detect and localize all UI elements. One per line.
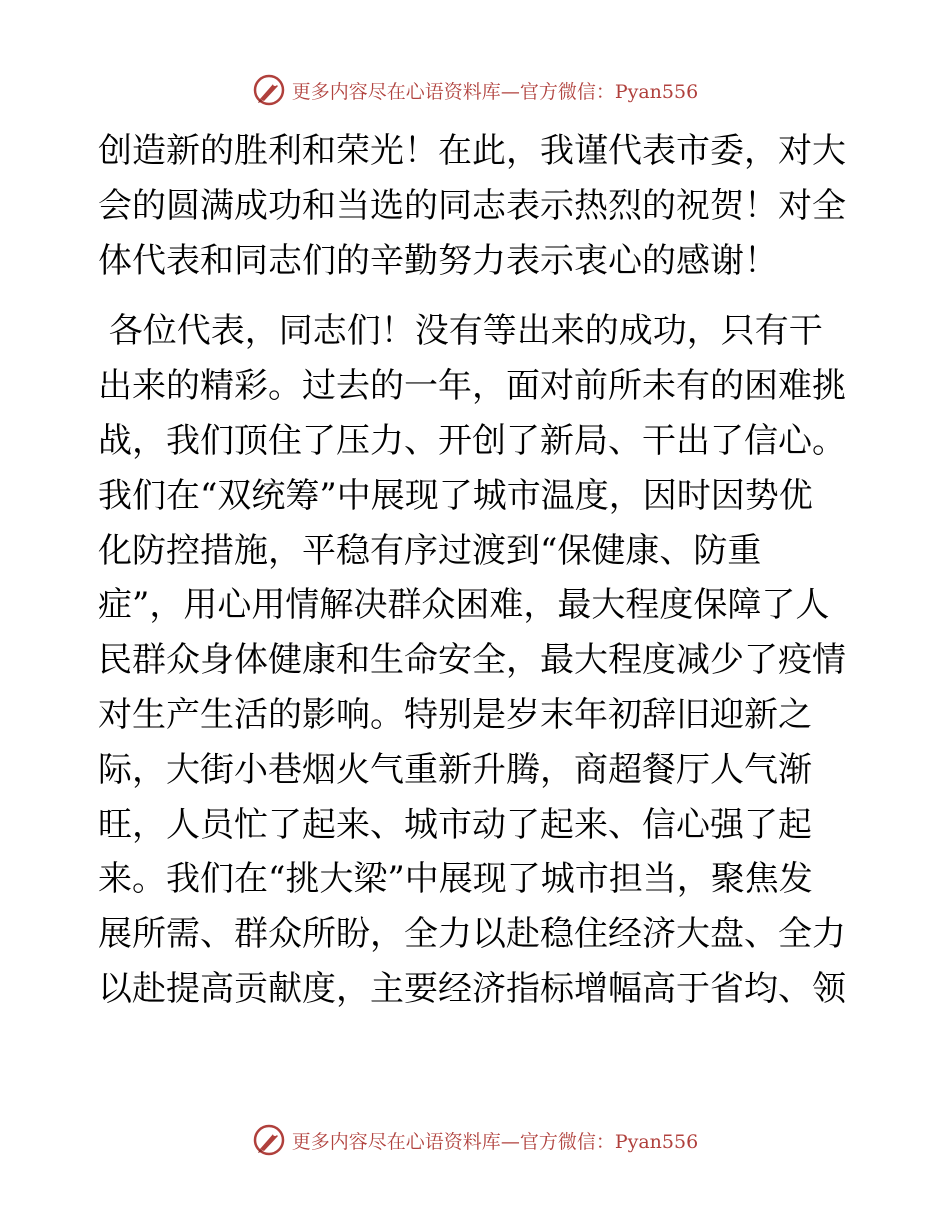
header-wechat-label: 官方微信： [519, 80, 615, 103]
text-line: 民群众身体健康和生命安全，最大程度减少了疫情 [98, 640, 846, 681]
paragraph-2 [98, 304, 858, 1016]
text-line: 际，大街小巷烟火气重新升腾，商超餐厅人气渐 [98, 749, 812, 790]
text-line: 会的圆满成功和当选的同志表示热烈的祝贺！对全 [98, 185, 846, 226]
text-line: 来。我们在“挑大梁”中展现了城市担当，聚焦发 [98, 859, 813, 900]
text-line: 体代表和同志们的辛勤努力表示衷心的感谢！ [98, 240, 778, 281]
paragraph-1 [98, 124, 858, 288]
text-line: 对生产生活的影响。特别是岁末年初辞旧迎新之 [98, 694, 812, 735]
text-line: 各位代表，同志们！没有等出来的成功，只有干 [98, 311, 823, 352]
header-wechat-id: Pyan556 [614, 80, 699, 103]
text-line: 展所需、群众所盼，全力以赴稳住经济大盘、全力 [98, 914, 846, 955]
paragraph-gap [98, 288, 858, 304]
footer-site-text: 更多内容尽在心语资料库 [291, 1130, 501, 1153]
header-site-text: 更多内容尽在心语资料库 [291, 80, 501, 103]
document-body [98, 124, 858, 1017]
text-line: 以赴提高贡献度，主要经济指标增幅高于省均、领 [98, 968, 846, 1009]
footer-separator: — [500, 1130, 520, 1153]
pen-logo-icon [252, 1123, 286, 1157]
header-banner [0, 70, 950, 110]
text-line: 我们在“双统筹”中展现了城市温度，因时因势优 [98, 475, 813, 516]
text-line: 症”，用心用情解决群众困难，最大程度保障了人 [98, 585, 830, 626]
text-line: 创造新的胜利和荣光！在此，我谨代表市委，对大 [98, 131, 846, 171]
footer-text [292, 1127, 698, 1154]
text-line: 旺，人员忙了起来、城市动了起来、信心强了起 [98, 804, 812, 845]
header-separator: — [500, 80, 520, 103]
header-text [292, 77, 698, 104]
text-line: 化防控措施，平稳有序过渡到“保健康、防重 [98, 530, 762, 571]
text-line: 战，我们顶住了压力、开创了新局、干出了信心。 [98, 420, 846, 461]
text-line: 出来的精彩。过去的一年，面对前所未有的困难挑 [98, 366, 846, 407]
pen-logo-icon [252, 73, 286, 107]
footer-wechat-id: Pyan556 [614, 1130, 699, 1153]
footer-banner [0, 1120, 950, 1160]
footer-wechat-label: 官方微信： [519, 1130, 615, 1153]
